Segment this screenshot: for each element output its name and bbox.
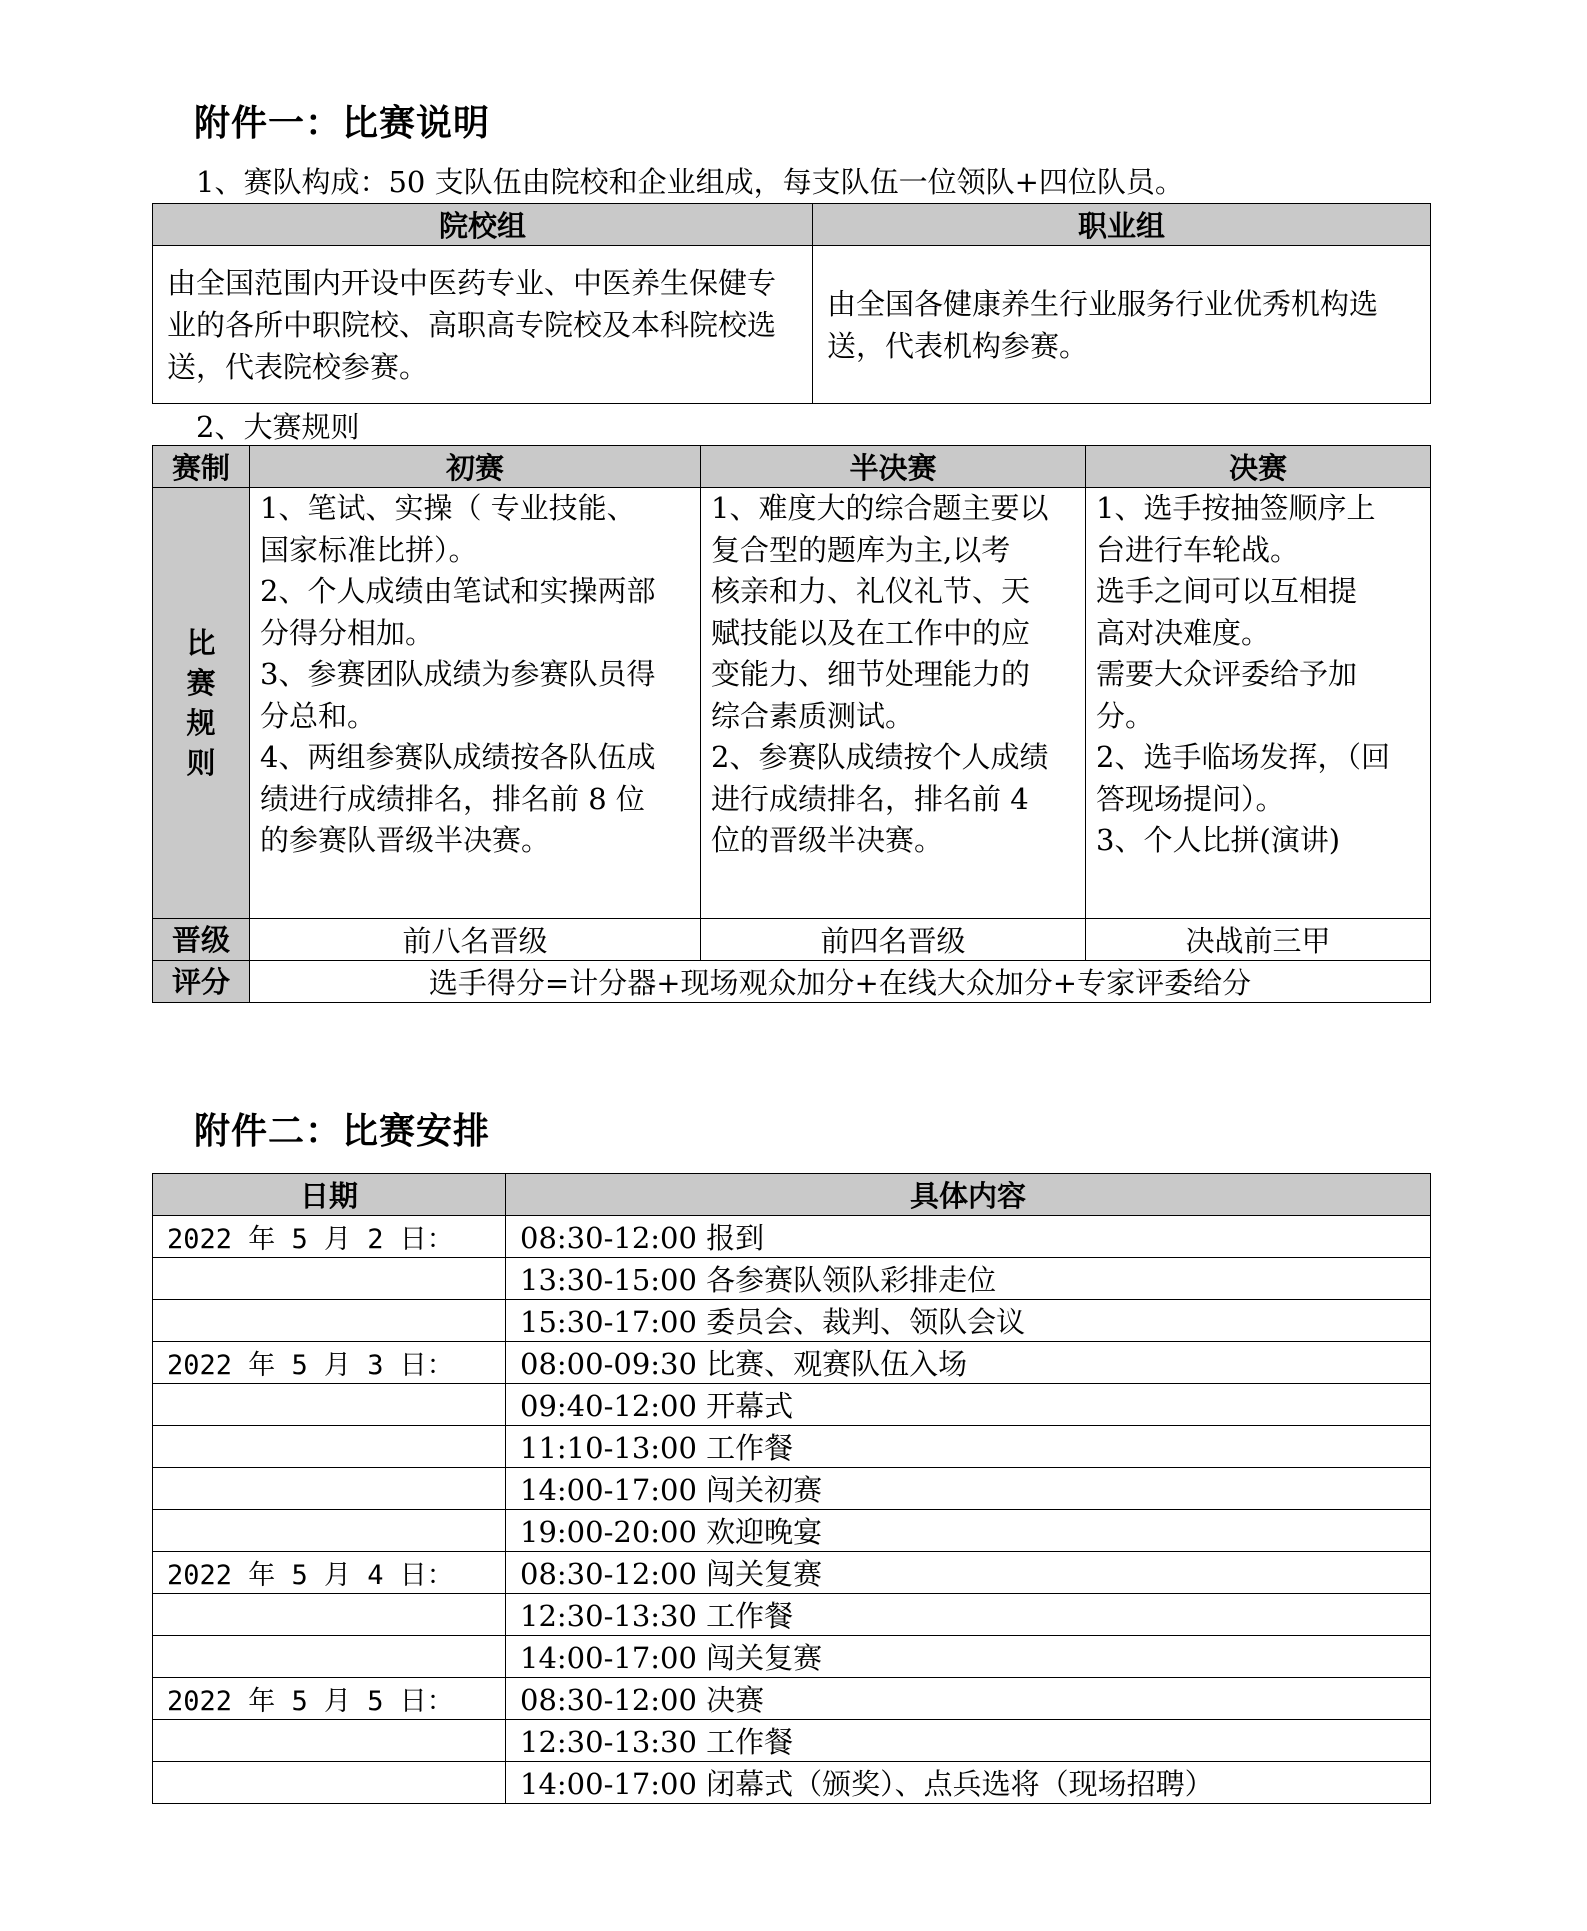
prelim-rules: 1、笔试、实操（ 专业技能、 国家标准比拼）。 2、个人成绩由笔试和实操两部 分得分相加。 3、参赛团队成绩为参赛队员得 分总和。 4、两组参赛队成绩按各队伍成 绩进行成绩排名，排名前 8 位 的参赛队晋级半决赛。: [250, 488, 701, 919]
schedule-date: [153, 1720, 506, 1762]
advance-label: 晋级: [153, 919, 250, 961]
schedule-item: 12:30-13:30 工作餐: [506, 1594, 1431, 1636]
schedule-date: 2022 年 5 月 4 日：: [153, 1552, 506, 1594]
schedule-table: [152, 1173, 1431, 1804]
schedule-date: 2022 年 5 月 5 日：: [153, 1678, 506, 1720]
header-format: 赛制: [153, 446, 250, 488]
schedule-date: [153, 1384, 506, 1426]
schedule-item: 14:00-17:00 闯关初赛: [506, 1468, 1431, 1510]
schedule-date: [153, 1426, 506, 1468]
score-label: 评分: [153, 961, 250, 1003]
table-row: [153, 1594, 1431, 1636]
advance-semifinal: 前四名晋级: [701, 919, 1086, 961]
advance-final: 决战前三甲: [1086, 919, 1431, 961]
rules-side-label: 比 赛 规 则: [153, 488, 250, 919]
rules-table: [152, 445, 1431, 1003]
team-composition-text: 1、赛队构成：50 支队伍由院校和企业组成，每支队伍一位领队+四位队员。: [196, 165, 1184, 199]
table-row: [153, 1510, 1431, 1552]
table-row: [153, 1300, 1431, 1342]
schedule-date: [153, 1468, 506, 1510]
header-final: 决赛: [1086, 446, 1431, 488]
schedule-date: [153, 1594, 506, 1636]
table-row: [153, 1552, 1431, 1594]
schedule-item: 13:30-15:00 各参赛队领队彩排走位: [506, 1258, 1431, 1300]
table-row: [153, 1468, 1431, 1510]
table-row: [153, 1258, 1431, 1300]
table-row: [153, 1720, 1431, 1762]
schedule-item: 12:30-13:30 工作餐: [506, 1720, 1431, 1762]
schedule-date: [153, 1636, 506, 1678]
semifinal-rules: 1、难度大的综合题主要以 复合型的题库为主,以考 核亲和力、礼仪礼节、天 赋技能以及在工作中的应 变能力、细节处理能力的 综合素质测试。 2、参赛队成绩按个人成绩 进行成绩排名，排名前 4 位的晋级半决赛。: [701, 488, 1086, 919]
rules-heading: 2、大赛规则: [196, 410, 360, 444]
groups-table: [152, 203, 1431, 404]
schedule-date: [153, 1258, 506, 1300]
schedule-date: [153, 1762, 506, 1804]
annex1-title: 附件一：比赛说明: [194, 103, 491, 144]
advance-prelim: 前八名晋级: [250, 919, 701, 961]
table-row: [153, 1426, 1431, 1468]
header-prelim: 初赛: [250, 446, 701, 488]
table-row: [153, 1762, 1431, 1804]
header-date: 日期: [153, 1174, 506, 1216]
schedule-item: 14:00-17:00 闯关复赛: [506, 1636, 1431, 1678]
schedule-item: 19:00-20:00 欢迎晚宴: [506, 1510, 1431, 1552]
pro-group-desc: 由全国各健康养生行业服务行业优秀机构选送，代表机构参赛。: [813, 246, 1431, 404]
schedule-date: [153, 1300, 506, 1342]
schedule-item: 08:30-12:00 报到: [506, 1216, 1431, 1258]
header-pro-group: 职业组: [813, 204, 1431, 246]
schedule-item: 09:40-12:00 开幕式: [506, 1384, 1431, 1426]
annex2-title: 附件二：比赛安排: [194, 1111, 491, 1152]
schedule-item: 14:00-17:00 闭幕式（颁奖）、点兵选将（现场招聘）: [506, 1762, 1431, 1804]
schedule-item: 08:30-12:00 决赛: [506, 1678, 1431, 1720]
school-group-desc: 由全国范围内开设中医药专业、中医养生保健专业的各所中职院校、高职高专院校及本科院校选送，代表院校参赛。: [153, 246, 813, 404]
table-row: [153, 1216, 1431, 1258]
table-row: [153, 1342, 1431, 1384]
schedule-item: 11:10-13:00 工作餐: [506, 1426, 1431, 1468]
table-row: [153, 1636, 1431, 1678]
schedule-item: 08:00-09:30 比赛、观赛队伍入场: [506, 1342, 1431, 1384]
schedule-date: 2022 年 5 月 3 日：: [153, 1342, 506, 1384]
final-rules: 1、选手按抽签顺序上 台进行车轮战。 选手之间可以互相提 高对决难度。 需要大众评委给予加 分。 2、选手临场发挥，（回 答现场提问）。 3、个人比拼(演讲): [1086, 488, 1431, 919]
score-formula: 选手得分=计分器+现场观众加分+在线大众加分+专家评委给分: [250, 961, 1431, 1003]
header-school-group: 院校组: [153, 204, 813, 246]
header-content: 具体内容: [506, 1174, 1431, 1216]
schedule-date: [153, 1510, 506, 1552]
table-row: [153, 1678, 1431, 1720]
header-semifinal: 半决赛: [701, 446, 1086, 488]
schedule-item: 08:30-12:00 闯关复赛: [506, 1552, 1431, 1594]
schedule-item: 15:30-17:00 委员会、裁判、领队会议: [506, 1300, 1431, 1342]
schedule-date: 2022 年 5 月 2 日：: [153, 1216, 506, 1258]
table-row: [153, 1384, 1431, 1426]
